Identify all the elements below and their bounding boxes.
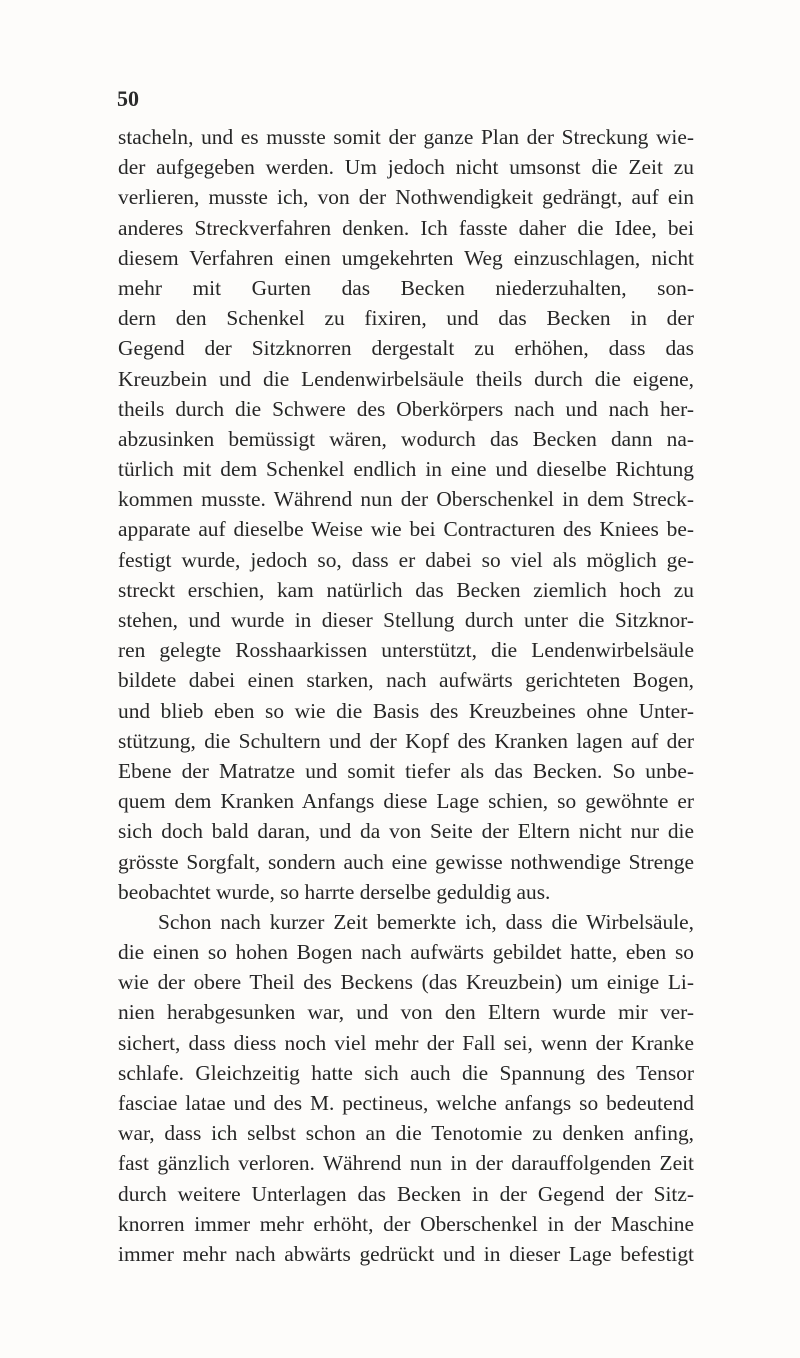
text-line: mehr mit Gurten das Becken niederzuhalten, son- [118, 275, 694, 300]
text-line: quem dem Kranken Anfangs diese Lage schien, so gewöhnte er [118, 789, 694, 814]
text-line: ren gelegte Rosshaarkissen unterstützt, die Lendenwirbelsäule [118, 638, 694, 663]
text-line: war, dass ich selbst schon an die Tenotomie zu denken anfing, [118, 1121, 694, 1146]
text-line: sich doch bald daran, und da von Seite der Eltern nicht nur die [118, 819, 694, 844]
text-line: dern den Schenkel zu fixiren, und das Becken in der [118, 306, 694, 331]
text-line: verlieren, musste ich, von der Nothwendigkeit gedrängt, auf ein [118, 185, 694, 210]
text-line: grösste Sorgfalt, sondern auch eine gewisse nothwendige Strenge [118, 849, 694, 874]
text-line: Gegend der Sitzknorren dergestalt zu erhöhen, dass das [118, 336, 694, 361]
text-line: anderes Streckverfahren denken. Ich fasste daher die Idee, bei [118, 215, 694, 240]
paragraph [118, 907, 694, 1269]
text-line: Ebene der Matratze und somit tiefer als das Becken. So unbe- [118, 758, 694, 783]
text-line: die einen so hohen Bogen nach aufwärts gebildet hatte, eben so [118, 940, 694, 965]
text-line: schlafe. Gleichzeitig hatte sich auch die Spannung des Tensor [118, 1060, 694, 1085]
text-line: und blieb eben so wie die Basis des Kreuzbeines ohne Unter- [118, 698, 694, 723]
text-line: der aufgegeben werden. Um jedoch nicht umsonst die Zeit zu [118, 155, 694, 180]
text-line: stacheln, und es musste somit der ganze Plan der Streckung wie- [118, 125, 694, 149]
text-line: türlich mit dem Schenkel endlich in eine und dieselbe Richtung [118, 457, 694, 482]
text-line: theils durch die Schwere des Oberkörpers nach und nach her- [118, 396, 694, 421]
text-line: bildete dabei einen starken, nach aufwärts gerichteten Bogen, [118, 668, 694, 693]
text-line: festigt wurde, jedoch so, dass er dabei so viel als möglich ge- [118, 547, 694, 572]
text-line: streckt erschien, kam natürlich das Becken ziemlich hoch zu [118, 577, 694, 602]
text-line: apparate auf dieselbe Weise wie bei Contracturen des Kniees be- [118, 517, 694, 542]
text-line: stehen, und wurde in dieser Stellung durch unter die Sitzknor- [118, 608, 694, 632]
text-line: stützung, die Schultern und der Kopf des Kranken lagen auf der [118, 728, 694, 753]
text-line: nien herabgesunken war, und von den Eltern wurde mir ver- [118, 1000, 694, 1025]
text-line: beobachtet wurde, so harrte derselbe geduldig aus. [118, 879, 551, 904]
text-line: immer mehr nach abwärts gedrückt und in dieser Lage befestigt [118, 1241, 694, 1266]
text-line: fasciae latae und des M. pectineus, welche anfangs so bedeutend [118, 1091, 694, 1115]
text-line: fast gänzlich verloren. Während nun in der darauffolgenden Zeit [118, 1151, 694, 1176]
text-line: kommen musste. Während nun der Oberschenkel in dem Streck- [118, 487, 694, 512]
text-line: sichert, dass diess noch viel mehr der Fall sei, wenn der Kranke [118, 1030, 694, 1055]
text-line: abzusinken bemüssigt wären, wodurch das Becken dann na- [118, 426, 694, 451]
text-line: wie der obere Theil des Beckens (das Kreuzbein) um einige Li- [118, 970, 694, 995]
body-text [118, 122, 694, 1269]
text-line: Kreuzbein und die Lendenwirbelsäule theils durch die eigene, [118, 366, 694, 391]
paragraph [118, 122, 694, 907]
text-line: knorren immer mehr erhöht, der Oberschenkel in der Maschine [118, 1211, 694, 1236]
text-line: durch weitere Unterlagen das Becken in der Gegend der Sitz- [118, 1181, 694, 1206]
text-line: diesem Verfahren einen umgekehrten Weg einzuschlagen, nicht [118, 245, 694, 270]
text-line: Schon nach kurzer Zeit bemerkte ich, dass die Wirbelsäule, [158, 909, 694, 934]
page-number: 50 [117, 86, 139, 111]
